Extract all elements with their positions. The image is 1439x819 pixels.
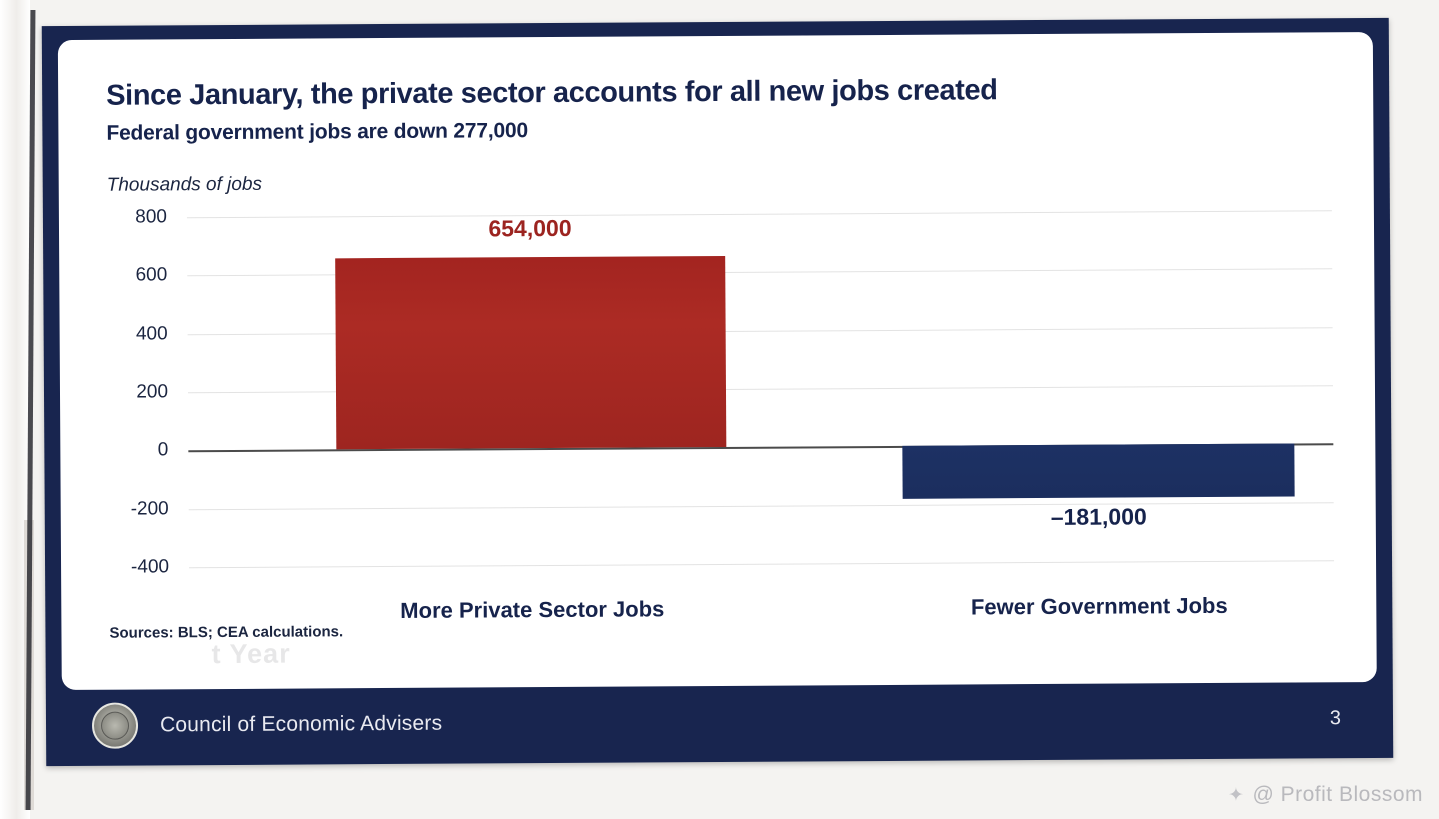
gridline-minus400 [189,560,1334,568]
slide-title: Since January, the private sector accounts for all new jobs created [106,74,998,112]
page-number: 3 [1329,706,1342,729]
bar-value-government: –181,000 [1050,503,1147,530]
y-tick-label-minus400: -400 [130,556,170,578]
slide-footer [62,690,1377,754]
watermark [1228,783,1423,807]
y-axis-unit-label: Thousands of jobs [106,173,263,196]
sources-note: Sources: BLS; CEA calculations. [109,623,344,642]
slide-subtitle: Federal government jobs are down 277,000 [106,119,528,145]
footer-organization: Council of Economic Advisers [159,711,443,737]
slide-content-card [58,32,1377,690]
y-tick-label-400: 400 [135,323,168,345]
y-tick-label-800: 800 [135,206,167,228]
chart-plot-area [130,206,1334,623]
diamond-icon: ✦ [1228,784,1245,806]
y-tick-label-minus200: -200 [130,498,169,520]
category-label-government: Fewer Government Jobs [970,592,1228,620]
ghost-bleed-text-2: t Year [211,638,291,670]
y-tick-label-0: 0 [157,439,169,461]
presidential-seal-icon [92,703,138,749]
y-tick-label-600: 600 [135,264,168,286]
slide [42,18,1393,766]
watermark-text: @ Profit Blossom [1252,783,1423,806]
bar-value-private: 654,000 [488,214,572,242]
category-label-private: More Private Sector Jobs [400,596,665,623]
bar-more-private-sector-jobs [335,256,726,449]
y-tick-label-200: 200 [136,381,169,403]
bar-fewer-government-jobs [902,443,1294,498]
